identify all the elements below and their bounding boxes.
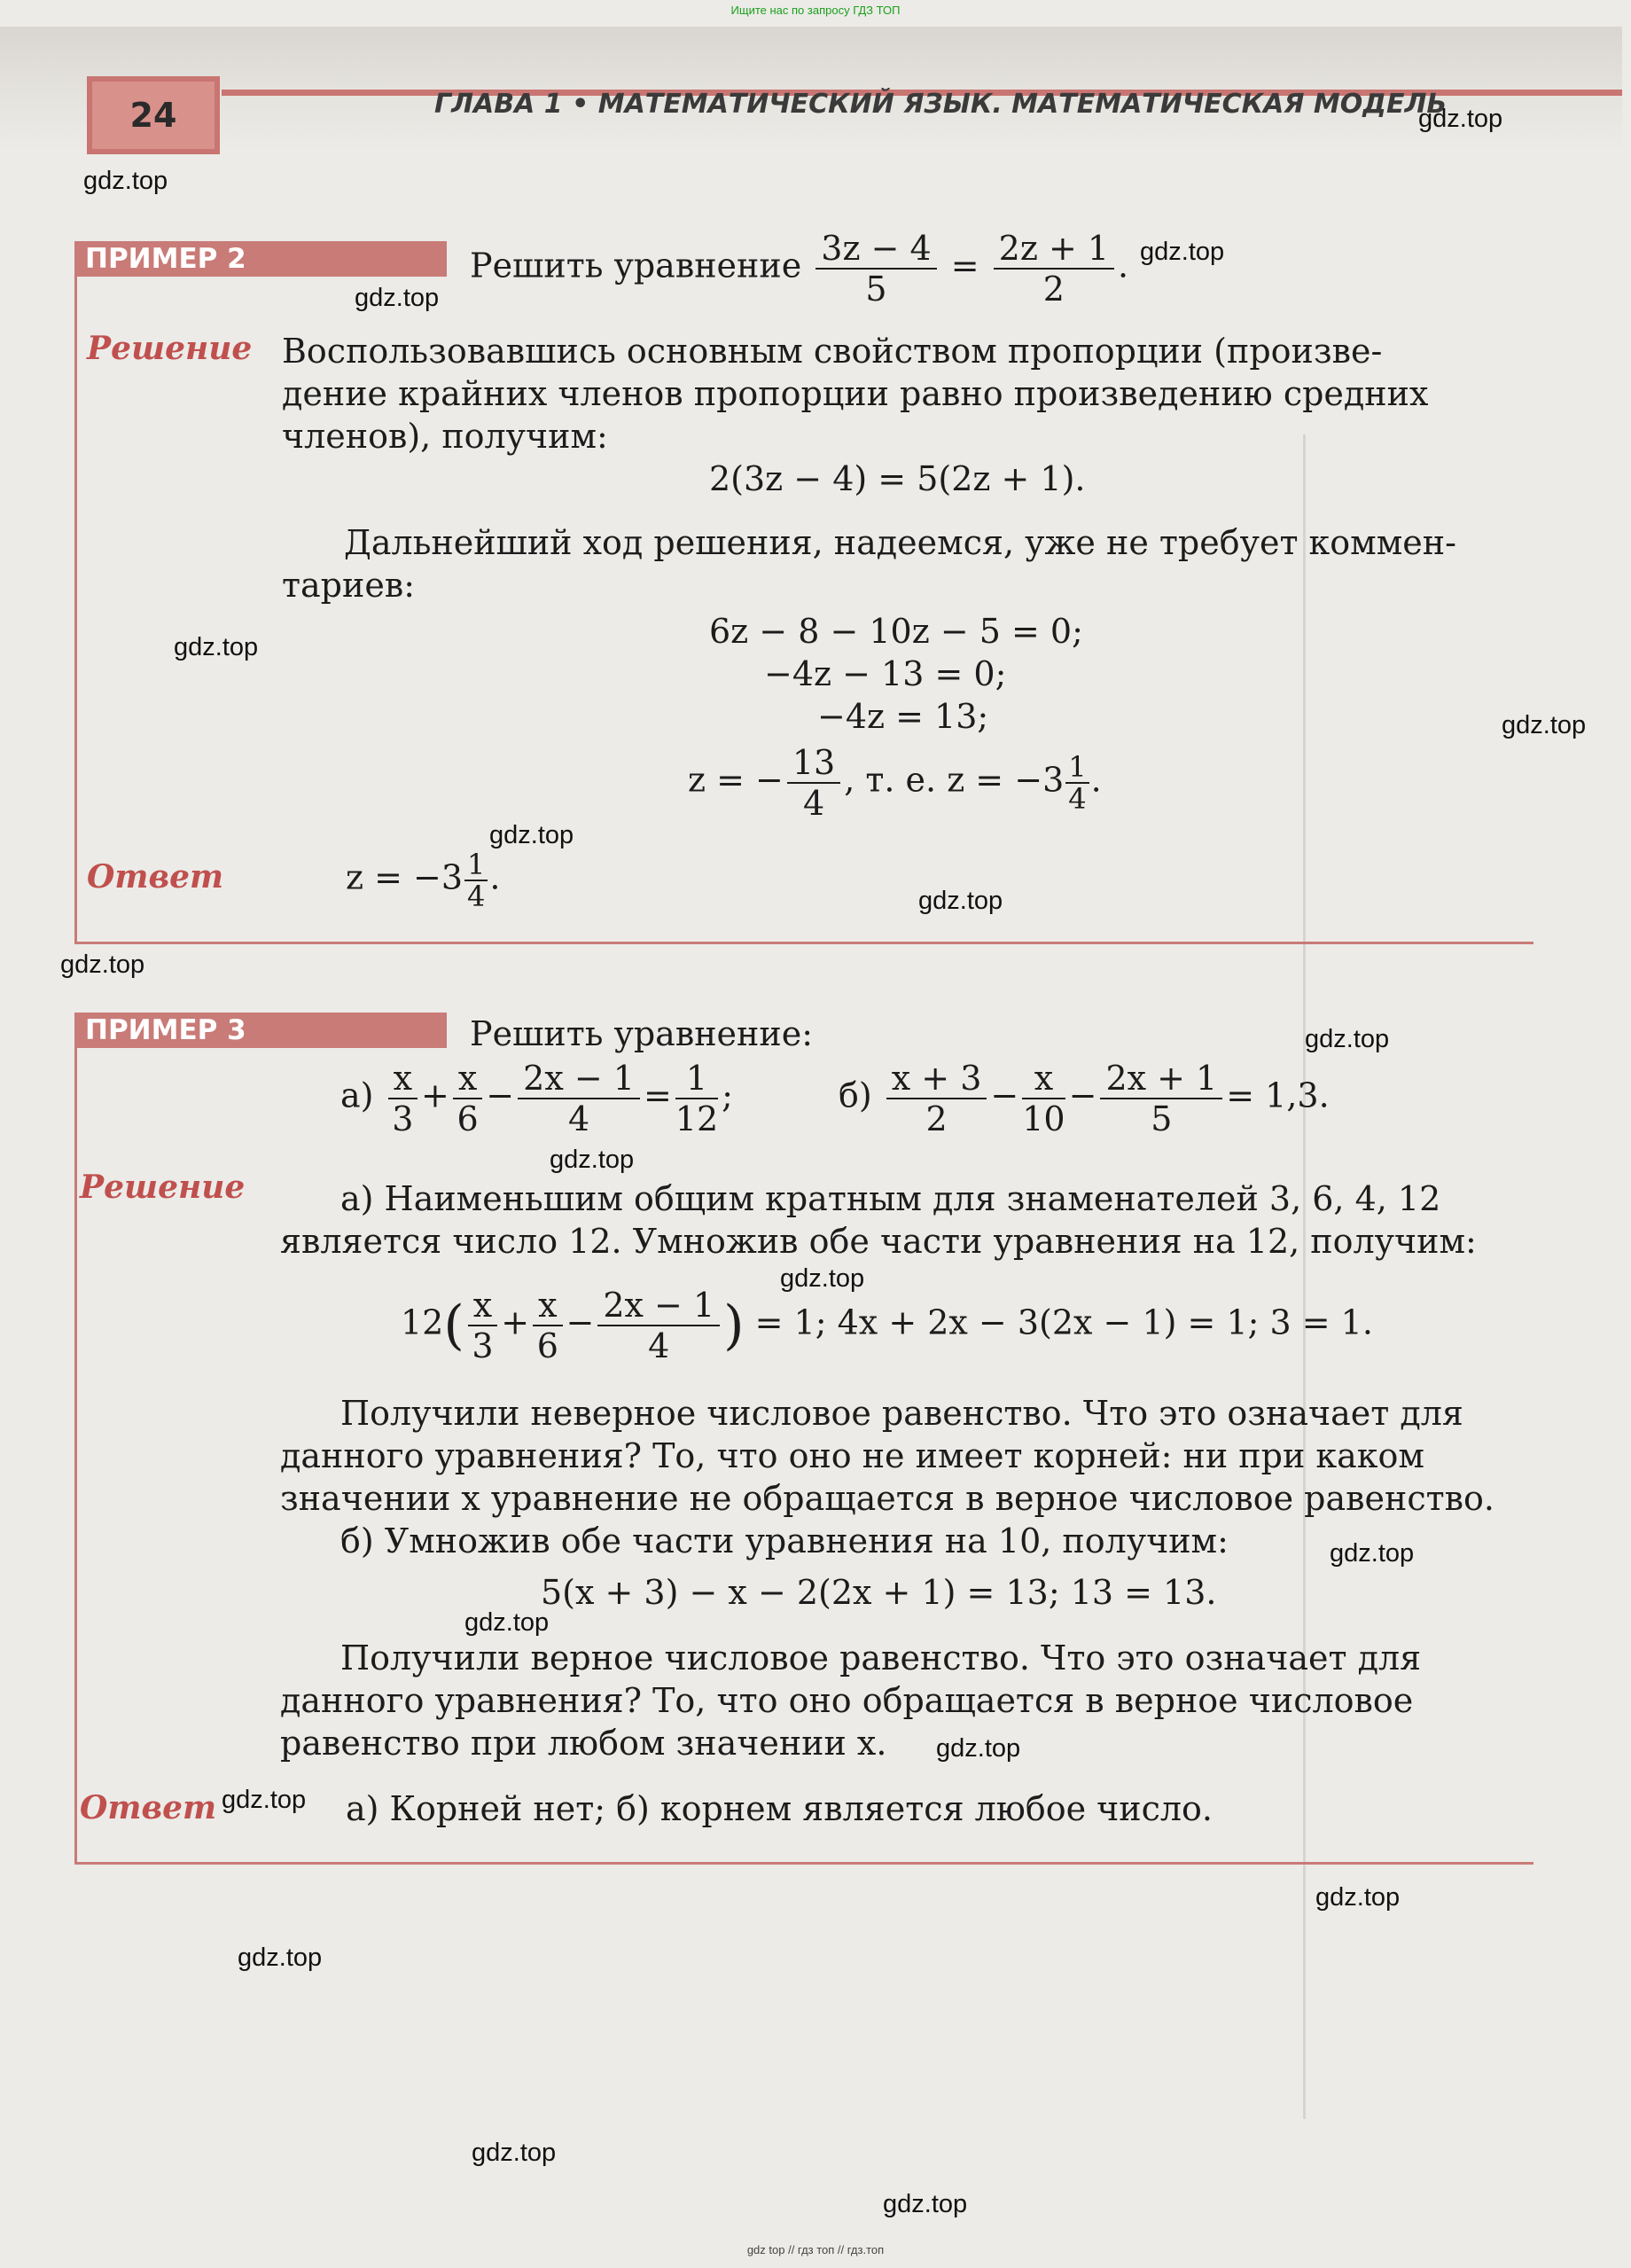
watermark: gdz.top — [550, 1146, 635, 1174]
watermark: gdz.top — [1418, 105, 1503, 133]
fraction: $\frac{1}{4}$ — [464, 849, 488, 911]
top-notice: Ищите нас по запросу ГДЗ ТОП — [730, 4, 901, 17]
watermark: gdz.top — [1502, 711, 1587, 739]
watermark: gdz.top — [780, 1264, 865, 1293]
fraction: $\frac{2z + 1}{2}$ — [994, 229, 1114, 309]
fraction: $\frac{x}{3}$ — [388, 1059, 418, 1138]
watermark: gdz.top — [1305, 1025, 1390, 1053]
fraction: $\frac{2x + 1}{5}$ — [1100, 1059, 1222, 1138]
example2-para1: Воспользовавшись основным свойством пропорции (произве- дение крайних членов пропорции равно произведению средних — [282, 332, 1429, 413]
example3-conclusion-a-cont: данного уравнения? То, что оно не имеет корней: ни при каком значении x уравнение не обращается в верное числовое равенство. — [280, 1436, 1495, 1518]
example2-para1-end: членов), получим: — [282, 417, 608, 456]
example2-frame-left — [74, 241, 77, 942]
watermark: gdz.top — [918, 887, 1003, 915]
example3-answer-head: Ответ — [80, 1789, 217, 1826]
example2-step3: −4z = 13; — [817, 697, 989, 736]
example2-eq1: 2(3z − 4) = 5(2z + 1). — [709, 459, 1086, 498]
example2-answer: z = −3 $\frac{1}{4}$ . — [346, 848, 501, 913]
watermark: gdz.top — [1330, 1539, 1415, 1568]
example3-answer: а) Корней нет; б) корнем является любое число. — [346, 1789, 1213, 1828]
example3-conclusion-b-cont: данного уравнения? То, что оно обращается в верное числовое равенство при любом значении x. — [280, 1681, 1414, 1763]
bottom-notice: gdz top // гдз топ // гдз.топ — [746, 2243, 885, 2256]
example2-frame-bottom — [74, 942, 1533, 944]
example2-label: ПРИМЕР 2 — [74, 241, 447, 277]
bleed-through-decoration — [1303, 434, 1631, 2119]
page-number: 24 — [87, 76, 220, 154]
fraction: $\frac{x + 3}{2}$ — [886, 1059, 987, 1138]
chapter-title: ГЛАВА 1 • МАТЕМАТИЧЕСКИЙ ЯЗЫК. МАТЕМАТИЧЕСКАЯ МОДЕЛЬ — [434, 89, 1448, 120]
fraction: $\frac{x}{6}$ — [453, 1059, 482, 1138]
example2-solution-head: Решение — [87, 330, 253, 367]
fraction: $\frac{x}{6}$ — [533, 1286, 562, 1365]
example3-big-equation: 12( $\frac{x}{3}$ + $\frac{x}{6}$ − $\frac{2x - 1}{4}$ ) = 1; 4x + 2x − 3(2x − 1) = 1; 3 = 1. — [401, 1286, 1373, 1365]
example3-part-b-text: б) Умножив обе части уравнения на 10, получим: — [340, 1521, 1229, 1560]
example2-step1: 6z − 8 − 10z − 5 = 0; — [709, 612, 1083, 651]
watermark: gdz.top — [883, 2190, 968, 2218]
watermark: gdz.top — [83, 167, 168, 195]
fraction: $\frac{2x - 1}{4}$ — [518, 1059, 640, 1138]
example3-frame-left — [74, 1013, 77, 1864]
fraction: $\frac{1}{12}$ — [675, 1059, 719, 1138]
example3-label: ПРИМЕР 3 — [74, 1013, 447, 1048]
example3-equation-a: а) $\frac{x}{3}$ + $\frac{x}{6}$ − $\frac{2x - 1}{4}$ = $\frac{1}{12}$ ; — [340, 1059, 733, 1138]
watermark: gdz.top — [472, 2139, 557, 2167]
watermark: gdz.top — [1140, 238, 1225, 266]
watermark: gdz.top — [936, 1734, 1021, 1763]
watermark: gdz.top — [464, 1608, 550, 1637]
fraction: $\frac{13}{4}$ — [787, 743, 840, 823]
example3-solution-head: Решение — [80, 1169, 246, 1206]
example3-task: Решить уравнение: — [470, 1014, 813, 1053]
example2-step4: z = − $\frac{13}{4}$ , т. е. z = −3 $\frac{1}{4}$ . — [688, 743, 1102, 823]
watermark: gdz.top — [60, 950, 145, 979]
watermark: gdz.top — [355, 284, 440, 312]
fraction: $\frac{2x - 1}{4}$ — [597, 1286, 720, 1365]
example3-part-a-text-2: является число 12. Умножив обе части уравнения на 12, получим: — [280, 1222, 1477, 1261]
watermark: gdz.top — [489, 821, 574, 849]
task-text: Решить уравнение — [470, 246, 802, 285]
example3-frame-bottom — [74, 1862, 1533, 1865]
watermark: gdz.top — [222, 1786, 307, 1814]
watermark: gdz.top — [174, 633, 259, 661]
watermark: gdz.top — [1315, 1883, 1401, 1912]
example2-step2: −4z − 13 = 0; — [764, 654, 1007, 693]
example2-para2-end: тариев: — [282, 566, 416, 605]
example3-equation-b: б) $\frac{x + 3}{2}$ − $\frac{x}{10}$ − $\frac{2x + 1}{5}$ = 1,3. — [839, 1059, 1330, 1138]
watermark: gdz.top — [238, 1943, 323, 1972]
example2-para2: Дальнейший ход решения, надеемся, уже не требует коммен- — [344, 523, 1456, 562]
fraction: $\frac{1}{4}$ — [1065, 752, 1089, 814]
example2-task: Решить уравнение $\frac{3z - 4}{5}$ = $\frac{2z + 1}{2}$ . — [470, 229, 1129, 309]
fraction: $\frac{x}{3}$ — [468, 1286, 497, 1365]
example2-answer-head: Ответ — [87, 858, 224, 895]
example3-equation-b-result: 5(x + 3) − x − 2(2x + 1) = 13; 13 = 13. — [541, 1573, 1217, 1612]
fraction: $\frac{3z - 4}{5}$ — [816, 229, 936, 309]
example3-conclusion-a: Получили неверное числовое равенство. Что это означает для — [340, 1394, 1463, 1433]
fraction: $\frac{x}{10}$ — [1022, 1059, 1065, 1138]
example3-conclusion-b: Получили верное числовое равенство. Что это означает для — [340, 1638, 1422, 1678]
example3-part-a-text: а) Наименьшим общим кратным для знаменателей 3, 6, 4, 12 — [340, 1179, 1441, 1218]
